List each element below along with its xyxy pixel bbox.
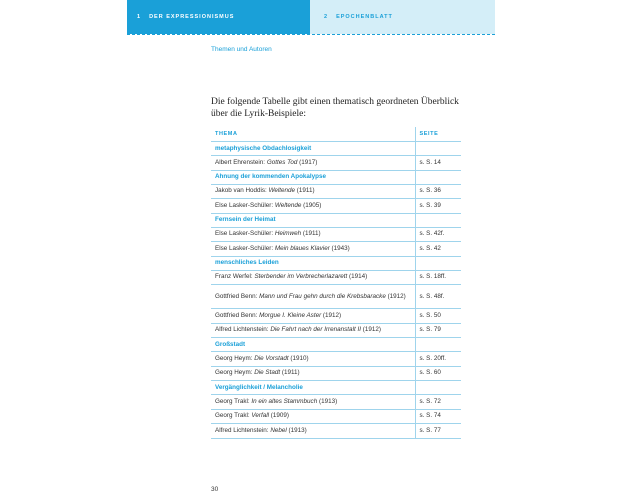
poem-cell [211, 184, 415, 199]
poem-author: Jakob van Hoddis: [215, 187, 269, 195]
table-row [211, 270, 461, 285]
chapter-tab-epochenblatt[interactable] [310, 0, 495, 34]
table-header-row [211, 127, 461, 142]
poem-title: Die Vorstadt [254, 354, 289, 362]
chapter-tab-bar [127, 0, 495, 34]
page-reference: s. S. 60 [415, 366, 461, 381]
poem-title: Weltende [274, 201, 302, 209]
page-reference: s. S. 14 [415, 156, 461, 171]
page-number: 30 [211, 486, 219, 493]
poem-author: Else Lasker-Schüler: [215, 244, 275, 252]
poem-year: (1912) [385, 292, 406, 300]
table-row [211, 424, 461, 439]
poem-author: Georg Trakl: [215, 412, 252, 420]
page-reference: s. S. 18ff. [415, 270, 461, 285]
category-page-cell [415, 170, 461, 184]
intro-text: Die folgende Tabelle gibt einen thematisch geordneten Überblick über die Lyrik-Beispiele: [211, 97, 459, 119]
category-row [211, 170, 461, 184]
poem-year: (1911) [280, 369, 300, 377]
poem-cell [211, 395, 415, 410]
poem-author: Else Lasker-Schüler: [215, 201, 275, 209]
poem-cell [211, 323, 415, 338]
poem-title: Heimweh [274, 230, 302, 238]
page-reference: s. S. 50 [415, 309, 461, 324]
poem-title: Die Fahrt nach der Irrenanstalt II [270, 326, 361, 334]
poem-title: Mann und Frau gehn durch die Krebsbaracke [259, 292, 386, 300]
poem-title: Mein blaues Klavier [274, 244, 330, 252]
poem-year: (1943) [329, 244, 350, 252]
poem-year: (1913) [286, 426, 307, 434]
poem-author: Georg Heym: [215, 354, 255, 362]
category-page-cell [415, 213, 461, 227]
table-body [211, 142, 461, 439]
poem-year: (1913) [317, 397, 338, 405]
poem-year: (1909) [269, 412, 289, 420]
page-reference: s. S. 72 [415, 395, 461, 410]
category-page-cell [415, 381, 461, 395]
breadcrumb: Themen und Autoren [211, 46, 272, 53]
poem-cell [211, 199, 415, 214]
topic-table [211, 127, 461, 439]
chapter-tab-label: EPOCHENBLATT [336, 14, 393, 20]
category-page-cell [415, 256, 461, 270]
poem-cell [211, 424, 415, 439]
poem-cell [211, 409, 415, 424]
poem-title: Sterbender im Verbrecherlazarett [254, 273, 348, 281]
poem-author: Alfred Lichtenstein: [215, 426, 271, 434]
table-row [211, 409, 461, 424]
page-reference: s. S. 48f. [415, 285, 461, 309]
poem-title: Nebel [270, 426, 287, 434]
table-row [211, 323, 461, 338]
category-page-cell [415, 338, 461, 352]
poem-year: (1912) [360, 326, 381, 334]
category-row [211, 142, 461, 156]
page-reference: s. S. 39 [415, 199, 461, 214]
table-row [211, 156, 461, 171]
page-reference: s. S. 20ff. [415, 352, 461, 367]
table-row [211, 395, 461, 410]
page-reference: s. S. 42 [415, 242, 461, 257]
poem-cell [211, 270, 415, 285]
category-page-cell [415, 142, 461, 156]
poem-cell [211, 352, 415, 367]
poem-author: Albert Ehrenstein: [215, 158, 267, 166]
poem-title: Gottes Tod [266, 158, 298, 166]
chapter-tab-label: DER EXPRESSIONISMUS [149, 14, 235, 20]
category-label: Ahnung der kommenden Apokalypse [211, 170, 415, 184]
category-label: Großstadt [211, 338, 415, 352]
poem-author: Else Lasker-Schüler: [215, 230, 275, 238]
poem-title: Weltende [268, 187, 296, 195]
poem-cell [211, 285, 415, 309]
table-row [211, 184, 461, 199]
category-label: Vergänglichkeit / Melancholie [211, 381, 415, 395]
category-label: menschliches Leiden [211, 256, 415, 270]
poem-cell [211, 366, 415, 381]
poem-year: (1910) [288, 354, 309, 362]
poem-cell [211, 156, 415, 171]
page-reference: s. S. 42f. [415, 227, 461, 242]
poem-title: Morgue I. Kleine Aster [259, 311, 322, 319]
table-row [211, 285, 461, 309]
table-row [211, 227, 461, 242]
poem-cell [211, 242, 415, 257]
category-row [211, 256, 461, 270]
poem-year: (1917) [297, 158, 318, 166]
page-reference: s. S. 36 [415, 184, 461, 199]
category-row [211, 338, 461, 352]
table-row [211, 199, 461, 214]
page-reference: s. S. 77 [415, 424, 461, 439]
poem-title: In ein altes Stammbuch [251, 397, 318, 405]
chapter-tab-expressionismus[interactable] [127, 0, 310, 34]
table-row [211, 352, 461, 367]
poem-author: Franz Werfel: [215, 273, 255, 281]
table-row [211, 366, 461, 381]
poem-author: Alfred Lichtenstein: [215, 326, 271, 334]
poem-author: Georg Trakl: [215, 397, 252, 405]
header-divider [127, 34, 495, 35]
poem-year: (1911) [301, 230, 321, 238]
page-reference: s. S. 79 [415, 323, 461, 338]
chapter-tab-number: 1 [137, 14, 142, 20]
poem-cell [211, 227, 415, 242]
poem-year: (1905) [301, 201, 322, 209]
poem-author: Georg Heym: [215, 369, 255, 377]
table-row [211, 242, 461, 257]
poem-cell [211, 309, 415, 324]
poem-year: (1912) [321, 311, 342, 319]
table-row [211, 309, 461, 324]
poem-author: Gottfried Benn: [215, 292, 260, 300]
poem-title: Verfall [251, 412, 270, 420]
category-label: metaphysische Obdachlosigkeit [211, 142, 415, 156]
category-row [211, 381, 461, 395]
poem-year: (1914) [347, 273, 368, 281]
chapter-tab-number: 2 [324, 14, 329, 20]
poem-year: (1911) [295, 187, 315, 195]
page-reference: s. S. 74 [415, 409, 461, 424]
category-label: Fernsein der Heimat [211, 213, 415, 227]
column-header-thema: THEMA [211, 127, 415, 142]
category-row [211, 213, 461, 227]
column-header-seite: SEITE [415, 127, 461, 142]
poem-title: Die Stadt [254, 369, 281, 377]
poem-author: Gottfried Benn: [215, 311, 260, 319]
